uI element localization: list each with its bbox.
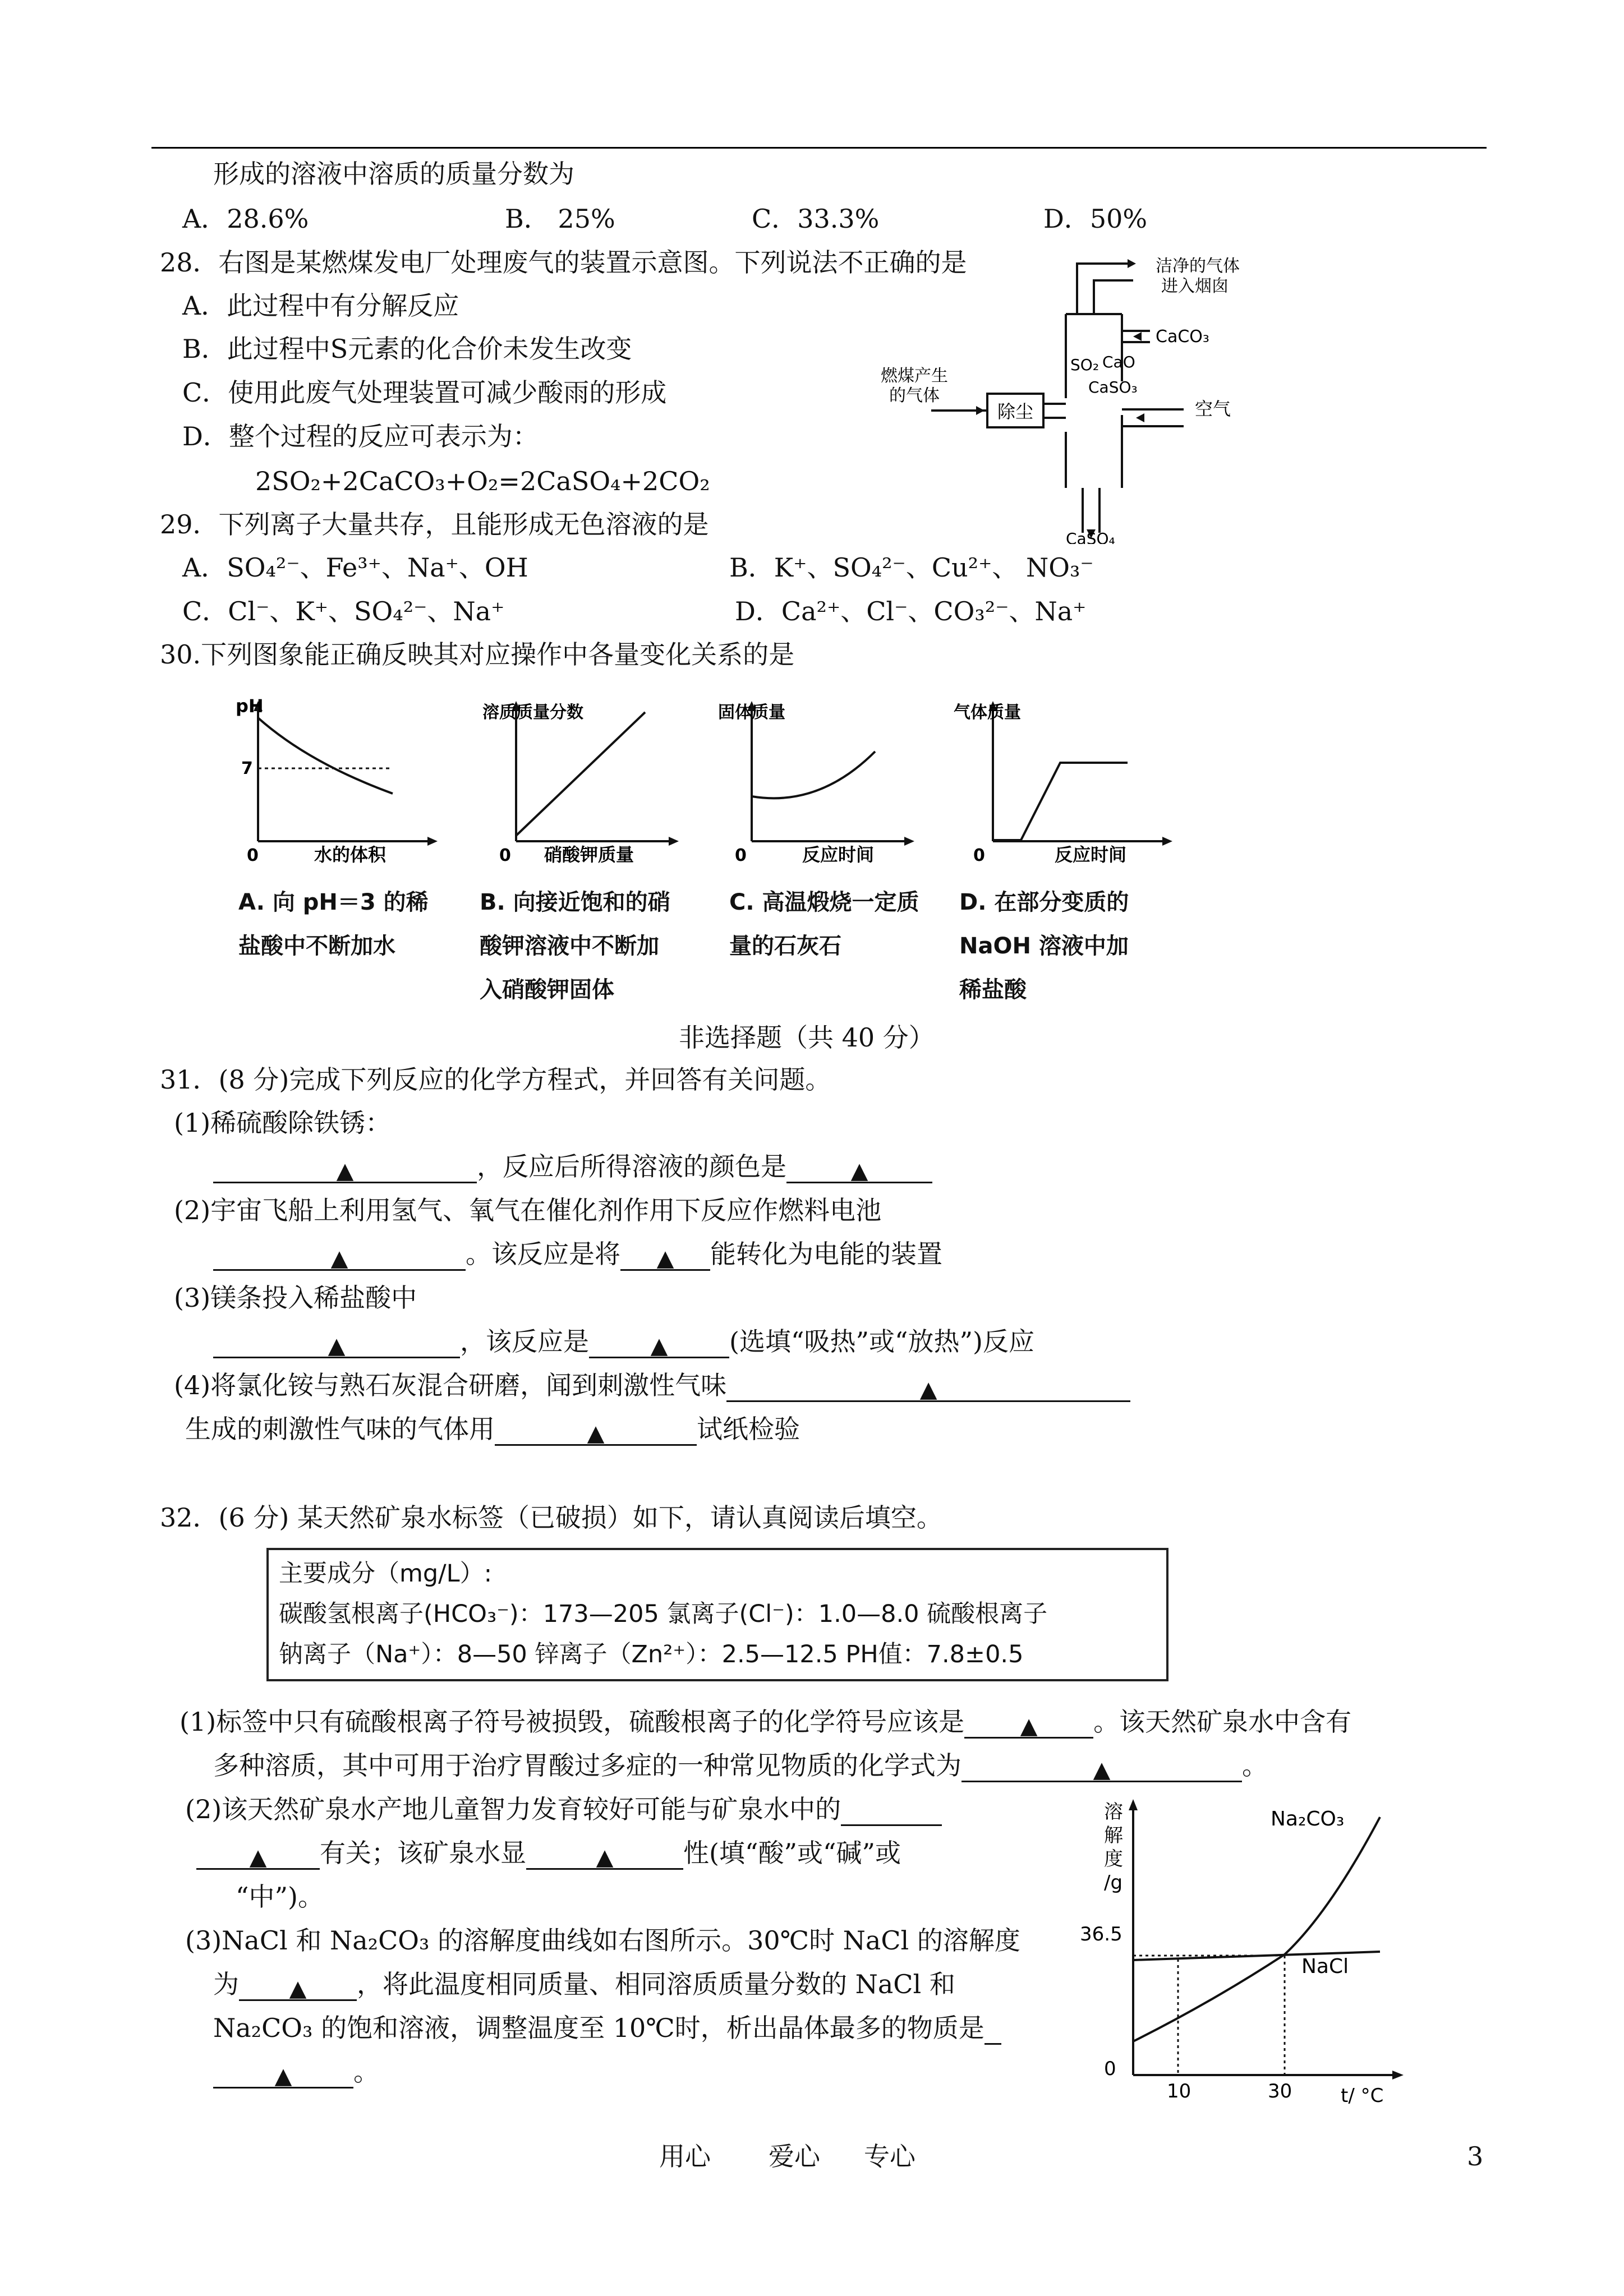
q29-option-c: C．Cl⁻、K⁺、SO₄²⁻、Na⁺ xyxy=(182,596,505,626)
q32-part3-line3: Na₂CO₃ 的饱和溶液，调整温度至 10℃时，析出晶体最多的物质是 xyxy=(213,2011,1001,2045)
q28-equation: 2SO₂+2CaCO₃+O₂=2CaSO₄+2CO₂ xyxy=(255,466,710,496)
graph-d-ylabel: 气体质量 xyxy=(954,703,1021,722)
q28-option-a: A．此过程中有分解反应 xyxy=(182,291,459,321)
ylabel-char-1: 溶 xyxy=(1104,1801,1123,1823)
graph-d-caption: D. 在部分变质的 NaOH 溶液中加稀盐酸 xyxy=(959,889,1129,1003)
chart-origin: 0 xyxy=(1104,2058,1116,2080)
q29-option-d: D．Ca²⁺、Cl⁻、CO₃²⁻、Na⁺ xyxy=(735,596,1087,626)
q31-blank-2[interactable]: ▲ xyxy=(786,1152,932,1183)
series-label-na2co3: Na₂CO₃ xyxy=(1271,1808,1345,1831)
label-clean-gas-1: 洁净的气体 xyxy=(1156,256,1240,276)
label-title: 主要成分（mg/L）: xyxy=(279,1560,493,1588)
q31-blank-3[interactable]: ▲ xyxy=(213,1240,466,1271)
graph-a-ylabel: pH xyxy=(236,695,264,717)
graph-b-ylabel-text: 溶质质量分数 xyxy=(482,703,583,722)
q31-part2: (2)宇宙飞船上利用氢气、氧气在催化剂作用下反应作燃料电池 xyxy=(174,1195,882,1225)
graph-b-origin: 0 xyxy=(499,846,511,864)
graph-d-origin: 0 xyxy=(973,846,985,864)
q32-part3-line4: ▲ 。 xyxy=(213,2055,379,2088)
q27-stem-tail: 形成的溶液中溶质的质量分数为 xyxy=(213,159,574,189)
ylabel-char-3: 度 xyxy=(1104,1848,1123,1870)
label-coal-gas-2: 的气体 xyxy=(889,386,940,405)
q32-part3-line1: (3)NaCl 和 Na₂CO₃ 的溶解度曲线如右图所示。30℃时 NaCl 的溶解度 xyxy=(185,1925,1020,1956)
q32-blank-5[interactable]: ▲ xyxy=(239,1970,357,2001)
label-caco3-in: CaCO₃ xyxy=(1156,327,1209,347)
q28-option-d: D．整个过程的反应可表示为： xyxy=(182,421,539,451)
q31-part2-line: ▲ 。该反应是将 ▲ 能转化为电能的装置 xyxy=(213,1237,942,1271)
q31-blank-4[interactable]: ▲ xyxy=(620,1240,710,1271)
q31-stem: 31．(8 分)完成下列反应的化学方程式，并回答有关问题。 xyxy=(160,1064,831,1095)
q32-part2-line2: ▲ 有关；该矿泉水显 ▲ 性(填“酸”或“碱”或 xyxy=(196,1836,901,1870)
graph-b-caption: B. 向接近饱和的硝酸钾溶液中不断加入硝酸钾固体 xyxy=(480,889,670,1003)
page-number: 3 xyxy=(1467,2141,1484,2171)
q27-option-d: D．50% xyxy=(1043,204,1148,234)
graph-d xyxy=(942,695,1178,864)
series-na2co3 xyxy=(1133,1817,1380,2041)
label-dust-removal: 除尘 xyxy=(997,401,1034,422)
q32-part3-line2: 为 ▲ ，将此温度相同质量、相同溶质质量分数的 NaCl 和 xyxy=(213,1969,955,2002)
footer-left: 用心 xyxy=(659,2141,711,2171)
graph-c xyxy=(707,695,920,864)
q31-blank-5[interactable]: ▲ xyxy=(213,1327,460,1358)
graph-c-caption: C. 高温煅烧一定质量的石灰石 xyxy=(729,889,919,959)
graph-a-xlabel: 水的体积 xyxy=(314,844,387,864)
label-row-1: 碳酸氢根离子(HCO₃⁻)：173—205 氯离子(Cl⁻)：1.0—8.0 硫酸根离子 xyxy=(279,1600,1048,1628)
q32-part2-line1: (2)该天然矿泉水产地儿童智力发育较好可能与矿泉水中的 xyxy=(185,1792,942,1826)
graph-a xyxy=(230,695,443,864)
q32-blank-1[interactable]: ▲ xyxy=(964,1708,1093,1739)
section-title: 非选择题（共 40 分） xyxy=(679,1022,935,1053)
ylabel-char-2: 解 xyxy=(1104,1824,1123,1847)
x-tick-30: 30 xyxy=(1268,2080,1292,2103)
series-label-nacl: NaCl xyxy=(1301,1955,1349,1978)
q31-part1-line: ▲ ，反应后所得溶液的颜色是 ▲ xyxy=(213,1150,932,1183)
q29-option-a: A．SO₄²⁻、Fe³⁺、Na⁺、OH xyxy=(182,552,528,583)
q32-blank-4[interactable]: ▲ xyxy=(526,1839,683,1870)
mineral-water-label xyxy=(266,1548,1168,1681)
solubility-chart xyxy=(1066,1795,1414,2109)
graph-c-ylabel: 固体质量 xyxy=(718,703,785,722)
q28-stem: 28．右图是某燃煤发电厂处理废气的装置示意图。下列说法不正确的是 xyxy=(160,247,967,278)
label-caso3: CaSO₃ xyxy=(1088,378,1138,397)
q27-option-b: B． 25% xyxy=(505,204,615,234)
q30-stem: 30.下列图象能正确反映其对应操作中各量变化关系的是 xyxy=(160,639,795,670)
graph-b xyxy=(471,695,684,864)
label-clean-gas-2: 进入烟囱 xyxy=(1161,276,1229,296)
footer-right: 专心 xyxy=(864,2141,915,2171)
x-tick-10: 10 xyxy=(1167,2080,1191,2103)
graph-a-mark-7: 7 xyxy=(241,759,253,778)
q29-option-b: B．K⁺、SO₄²⁻、Cu²⁺、 NO₃⁻ xyxy=(729,552,1094,583)
q31-part3-line: ▲ ，该反应是 ▲ (选填“吸热”或“放热”)反应 xyxy=(213,1325,1034,1358)
q28-option-c: C．使用此废气处理装置可减少酸雨的形成 xyxy=(182,377,667,408)
ylabel-char-4: /g xyxy=(1104,1871,1123,1894)
q32-blank-6a[interactable] xyxy=(984,2014,1001,2045)
q31-part4-line2: 生成的刺激性气味的气体用 ▲ 试纸检验 xyxy=(185,1414,800,1446)
q31-blank-1[interactable]: ▲ xyxy=(213,1152,477,1183)
q31-part1: (1)稀硫酸除铁锈： xyxy=(174,1108,392,1138)
graph-d-xlabel: 反应时间 xyxy=(1055,844,1127,864)
header-rule xyxy=(151,147,1487,149)
q31-part4-line: (4)将氯化铵与熟石灰混合研磨，闻到刺激性气味 ▲ xyxy=(174,1368,1130,1402)
y-value-label: 36.5 xyxy=(1080,1923,1122,1945)
q31-blank-6[interactable]: ▲ xyxy=(589,1327,729,1358)
label-coal-gas-1: 燃煤产生 xyxy=(881,366,948,386)
q32-blank-3b[interactable]: ▲ xyxy=(196,1839,320,1870)
label-caso4-out: CaSO₄ xyxy=(1066,529,1115,544)
q32-part2-line3: “中”)。 xyxy=(236,1882,324,1912)
q32-part1-line2: 多种溶质，其中可用于治疗胃酸过多症的一种常见物质的化学式为 ▲ 。 xyxy=(213,1750,1268,1783)
graph-b-ylabel xyxy=(482,703,583,722)
q31-part3: (3)镁条投入稀盐酸中 xyxy=(174,1283,417,1313)
x-unit-label: t/ °C xyxy=(1341,2085,1384,2107)
q28-option-b: B．此过程中S元素的化合价未发生改变 xyxy=(182,334,632,364)
q27-option-a: A．28.6% xyxy=(182,204,309,234)
q32-blank-6[interactable]: ▲ xyxy=(213,2058,353,2088)
graph-b-xlabel: 硝酸钾质量 xyxy=(544,844,634,864)
graph-a-origin: 0 xyxy=(247,846,259,864)
q29-stem: 29．下列离子大量共存，且能形成无色溶液的是 xyxy=(160,509,709,540)
q32-stem: 32．(6 分) 某天然矿泉水标签（已破损）如下，请认真阅读后填空。 xyxy=(160,1502,942,1533)
label-row-2: 钠离子（Na⁺）：8—50 锌离子（Zn²⁺）：2.5—12.5 PH值：7.8±0.5 xyxy=(279,1640,1024,1668)
label-so2: SO₂ xyxy=(1070,356,1099,374)
q31-blank-7[interactable]: ▲ xyxy=(726,1371,1130,1402)
footer-mid: 爱心 xyxy=(769,2141,820,2171)
graph-c-origin: 0 xyxy=(735,846,747,864)
q32-blank-2[interactable]: ▲ xyxy=(961,1751,1242,1782)
graph-c-xlabel: 反应时间 xyxy=(802,844,875,864)
q32-part1-line1: (1)标签中只有硫酸根离子符号被损毁，硫酸根离子的化学符号应该是 ▲ 。该天然矿泉水中含有 xyxy=(180,1707,1352,1739)
q31-blank-8[interactable]: ▲ xyxy=(495,1415,697,1446)
graph-a-caption: A. 向 pH＝3 的稀盐酸中不断加水 xyxy=(238,889,429,959)
q27-option-c: C．33.3% xyxy=(752,204,880,234)
label-air: 空气 xyxy=(1195,398,1231,419)
waste-gas-apparatus-diagram xyxy=(858,252,1318,544)
q32-blank-3[interactable] xyxy=(841,1795,942,1826)
label-cao: CaO xyxy=(1102,353,1135,371)
